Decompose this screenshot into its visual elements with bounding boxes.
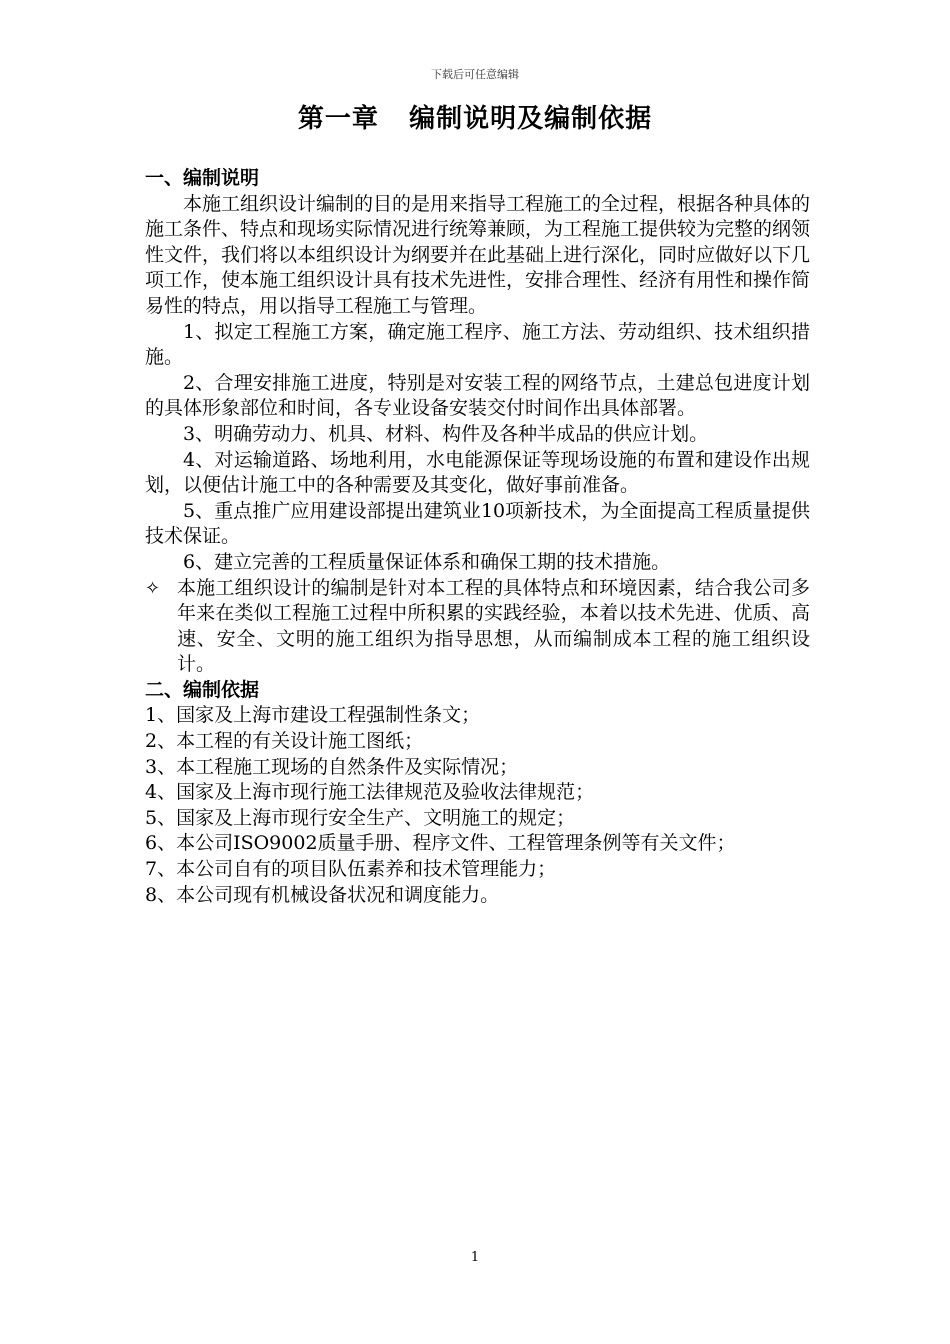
basis-list-item: 2、本工程的有关设计施工图纸； <box>145 730 424 753</box>
basis-list-item: 5、国家及上海市现行安全生产、文明施工的规定； <box>145 806 576 829</box>
diamond-bullet-icon: ✧ <box>145 577 161 599</box>
diamond-bullet-item <box>145 576 810 678</box>
explanation-item: 1、拟定工程施工方案，确定施工程序、施工方法、劳动组织、技术组织措施。 <box>145 320 810 369</box>
explanation-item: 3、明确劳动力、机具、材料、构件及各种半成品的供应计划。 <box>183 422 709 445</box>
diamond-bullet-text: 本施工组织设计的编制是针对本工程的具体特点和环境因素，结合我公司多年来在类似工程施工过程中所积累的实践经验，本着以技术先进、优质、高速、安全、文明的施工组织为指导思想，从而编制成本工程的施工组织设计。 <box>177 576 810 676</box>
explanation-item: 6、建立完善的工程质量保证体系和确保工期的技术措施。 <box>183 550 671 573</box>
basis-list-item: 8、本公司现有机械设备状况和调度能力。 <box>145 883 500 906</box>
basis-list-item: 6、本公司ISO9002质量手册、程序文件、工程管理条例等有关文件； <box>145 832 736 855</box>
page-number: 1 <box>470 1250 480 1265</box>
basis-list-item: 4、国家及上海市现行施工法律规范及验收法律规范； <box>145 781 595 804</box>
intro-paragraph: 本施工组织设计编制的目的是用来指导工程施工的全过程，根据各种具体的施工条件、特点和现场实际情况进行统筹兼顾，为工程施工提供较为完整的纲领性文件，我们将以本组织设计为纲要并在此基础上进行深化，同时应做好以下几项工作，使本施工组织设计具有技术先进性，安排合理性、经济有用性和操作简易性的特点，用以指导工程施工与管理。 <box>145 192 811 317</box>
basis-list-item: 7、本公司自有的项目队伍素养和技术管理能力； <box>145 858 557 881</box>
page-header-note: 下载后可任意编辑 <box>431 68 519 81</box>
basis-list-item: 3、本工程施工现场的自然条件及实际情况； <box>145 755 519 778</box>
document-body <box>145 166 810 908</box>
basis-list <box>145 703 810 908</box>
chapter-title: 第一章 编制说明及编制依据 <box>297 104 653 134</box>
explanation-item: 2、合理安排施工进度，特别是对安装工程的网络节点，土建总包进度计划的具体形象部位和时间，各专业设备安装交付时间作出具体部署。 <box>145 371 810 420</box>
section-heading-basis: 二、编制依据 <box>145 678 260 701</box>
explanation-item: 5、重点推广应用建设部提出建筑业10项新技术，为全面提高工程质量提供技术保证。 <box>145 499 810 548</box>
section-heading-explanation: 一、编制说明 <box>145 167 260 189</box>
basis-list-item: 1、国家及上海市建设工程强制性条文； <box>145 704 481 727</box>
explanation-item: 4、对运输道路、场地利用，水电能源保证等现场设施的布置和建设作出规划，以便估计施工中的各种需要及其变化，做好事前准备。 <box>145 448 810 497</box>
